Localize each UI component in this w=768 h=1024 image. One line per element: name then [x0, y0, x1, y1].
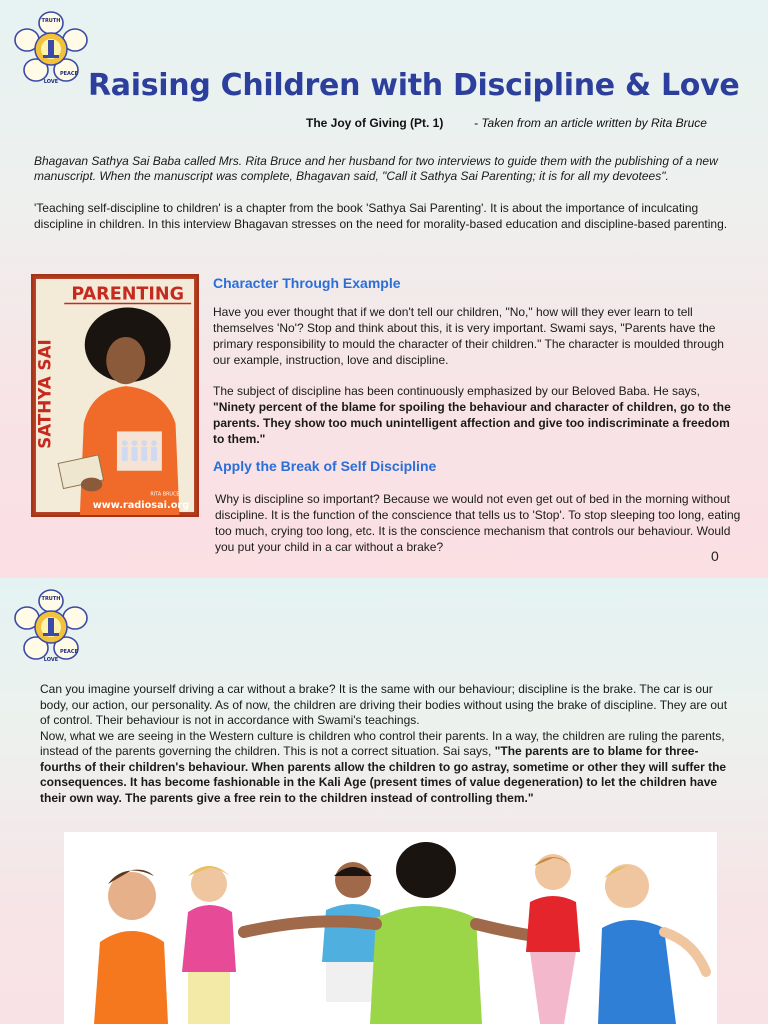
parents-blame-quote: "The parents are to blame for three-fourths of their children's behaviour. When parents allow the children to go astray, sometime or other they will suffer the consequences. It has become fashionable in the Kali Age (present times of value degeneration) to let the children have their own way. The parents give a free rein to the children instead of controlling them.": [40, 744, 727, 805]
logo-word-truth: TRUTH: [41, 18, 61, 24]
western-culture-paragraph: [40, 729, 736, 807]
western-culture-intro: Now, what we are seeing in the Western culture is children who control their parents. In a way, the children are ruling the parents, instead of the parents governing the children. This is not a correct situation. Sai says,: [40, 728, 725, 758]
brake-paragraph: Why is discipline so important? Because we would not even get out of bed in the morning without discipline. It is the function of the conscience that tells us to 'Stop'. To stop sleeping too long, eating too much, crying too long, etc. It is the conscience mechanism that controls our behaviour. Would you put your child in a car without a brake?: [215, 492, 741, 554]
logo-word-peace: PEACE: [59, 649, 79, 655]
intro-italic-paragraph: Bhagavan Sathya Sai Baba called Mrs. Rita Bruce and her husband for two interviews to guide them with the publishing of a new manuscript. When the manuscript was complete, Bhagavan said, "Call it Sathya Sai Parenting; it is for all my devotees".: [34, 154, 718, 183]
book-url: www.radiosai.org: [92, 500, 190, 512]
page-two: [0, 578, 768, 1024]
children-playing-photo: [64, 832, 717, 1024]
intro-paragraph: 'Teaching self-discipline to children' is a chapter from the book 'Sathya Sai Parenting'. It is about the importance of inculcating discipline in children. In this interview Bhagavan stresses on the need for morality-based education and discipline-based parenting.: [34, 201, 728, 231]
character-paragraph: Have you ever thought that if we don't tell our children, "No," how will they ever learn to tell themselves 'No'? Stop and think about this, it is very important. Swami says, "Parents have the primary responsibility to mould the character of their children." The character is moulded through our example, instruction, love and discipline.: [213, 305, 724, 367]
page-number: 0: [711, 548, 719, 564]
book-cover-image: [31, 274, 199, 517]
logo-word-peace: PEACE: [59, 71, 79, 77]
discipline-paragraph: [213, 383, 743, 447]
article-subtitle: The Joy of Giving (Pt. 1): [306, 116, 444, 130]
book-title: PARENTING: [71, 284, 185, 305]
logo-word-love: LOVE: [43, 79, 59, 85]
section-heading-character: Character Through Example: [213, 275, 401, 291]
book-author: RITA BRUCE: [150, 491, 180, 498]
discipline-quote: "Ninety percent of the blame for spoiling the behaviour and character of children, go to the parents. They show too much unintelligent affection and give too indiscriminate a freedom to them.": [213, 400, 731, 446]
section-heading-brake: Apply the Break of Self Discipline: [213, 458, 437, 474]
sai-emblem-logo: [12, 10, 90, 88]
lotus-emblem-icon: [12, 10, 90, 88]
car-brake-paragraph: Can you imagine yourself driving a car without a brake? It is the same with our behaviour; discipline is the brake. The car is our body, our action, our personality. As of now, the children are driving their bodies without using the brake of discipline. They are out of control. Their behaviour is not in accordance with Swami's teachings.: [40, 682, 728, 727]
discipline-intro-text: The subject of discipline has been continuously emphasized by our Beloved Baba. He says,: [213, 384, 700, 398]
brake-continuation-text: [40, 682, 736, 806]
article-source: - Taken from an article written by Rita Bruce: [474, 116, 707, 130]
lotus-emblem-icon: [12, 588, 90, 666]
book-side-title: SATHYA SAI: [35, 339, 55, 449]
page-title: Raising Children with Discipline & Love: [88, 68, 740, 103]
sai-emblem-logo-page2: [12, 588, 90, 666]
logo-word-truth: TRUTH: [41, 596, 61, 602]
logo-word-love: LOVE: [43, 657, 59, 663]
